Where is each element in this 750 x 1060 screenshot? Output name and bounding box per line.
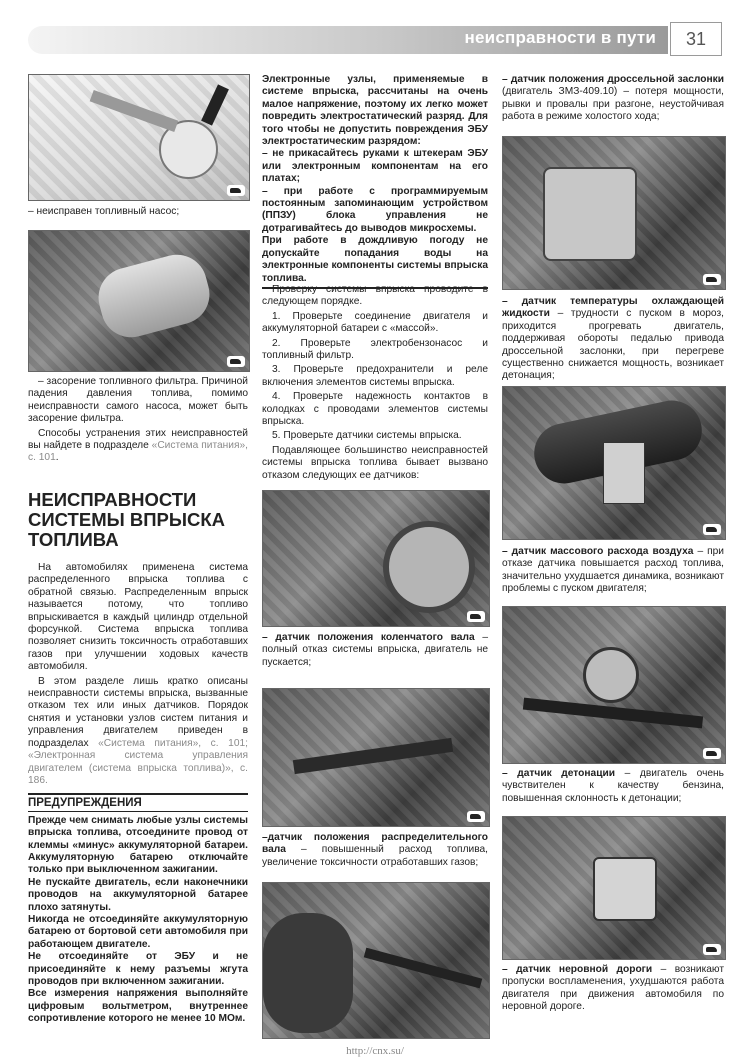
intro-paragraph: На автомобилях применена система распределенного впрыска топлива с обратной связью. Распределенным впрыск называется потому, что топливо впрыскивается в каждый цилиндр отдельной форсункой. Система впрыска топлива позволяет снизить токсичность отработавших газов при улучшении ходовых качеств автомобиля. [28, 562, 248, 673]
crankshaft-caption [262, 632, 488, 669]
rough-road-caption [502, 964, 724, 1014]
rough-road-sensor-label: – датчик неровной дороги [502, 964, 653, 975]
throttle-caption [502, 74, 724, 124]
warning-item: Никогда не отсоединяйте аккумуляторную батарею от бортовой сети автомобиля при работающем двигателе. [28, 913, 248, 950]
knock-sensor-photo [502, 606, 726, 764]
car-icon [703, 524, 721, 535]
ecu-warning-text: – при работе с программируемым постоянным запоминающим устройством (ППЗУ) блока управления не дотрагивайтесь до выводов микросхемы. [262, 185, 488, 234]
section-title: НЕИСПРАВНОСТИ СИСТЕМЫ ВПРЫСКА ТОПЛИВА [28, 489, 225, 550]
crankshaft-sensor-label: – датчик положения коленчатого вала [262, 632, 475, 643]
coolant-sensor-label: – датчик температуры охлаждающей жидкости [502, 296, 724, 320]
car-icon [227, 356, 245, 367]
rough-road-sensor-photo [502, 816, 726, 960]
column-1-text [28, 376, 248, 467]
ways-paragraph [28, 428, 248, 465]
camshaft-sensor-text: – повышенный расход топлива, увеличение токсичности отработавших газов; [262, 844, 488, 868]
car-icon [703, 748, 721, 759]
injection-section [28, 490, 248, 1026]
warning-item: Не пускайте двигатель, если наконечники проводов на аккумуляторной батарее плохо затянуты. [28, 876, 248, 913]
ecu-warning-text: При работе в дождливую погоду не допускайте попадания воды на электронные компоненты системы впрыска топлива. [262, 235, 488, 284]
knock-sensor-text: – двигатель очень чувствителен к качеству бензина, повышенная склонность к детонации; [502, 768, 724, 804]
warnings-title: ПРЕДУПРЕЖДЕНИЯ [28, 793, 248, 811]
crankshaft-sensor-photo [262, 490, 490, 627]
ways-link[interactable]: «Система питания», с. 101 [28, 440, 249, 464]
throttle-sensor-text: (двигатель ЗМЗ-409.10) – потеря мощности, рывки и провалы при разгоне, неустойчивая работа в режиме холостого хода; [502, 86, 724, 123]
throttle-sensor-photo [502, 136, 726, 290]
check-step: 5. Проверьте датчики системы впрыска. [272, 430, 462, 442]
engine-detail-photo [262, 882, 490, 1039]
car-icon [703, 944, 721, 955]
check-step: 4. Проверьте надежность контактов в колодках с проводами элементов системы впрыска. [262, 391, 488, 428]
ecu-warning-text: Электронные узлы, применяемые в системе впрыска, рассчитаны на очень малое напряжение, поэтому их легко может повредить электростатический разряд. Для того чтобы не допустить повреждения ЭБУ электростатическим разрядом: [262, 74, 488, 148]
maf-sensor-photo [502, 386, 726, 540]
filter-caption: – засорение топливного фильтра. Причиной падения давления топлива, помимо неисправности самого насоса, может быть засорение фильтра. [28, 376, 248, 425]
fuel-pump-caption: – неисправен топливный насос; [28, 206, 180, 217]
car-icon [467, 811, 485, 822]
check-procedure [262, 284, 488, 484]
fuel-pump-photo [28, 74, 250, 201]
ecu-warning-box [262, 74, 488, 289]
ecu-warning-text: – не прикасайтесь руками к штекерам ЭБУ или электронным компонентам на его платах; [262, 148, 488, 185]
ways-end: . [55, 452, 59, 464]
check-step: 2. Проверьте электробензонасос и топливный фильтр. [262, 337, 488, 362]
header-title: неисправности в пути [464, 28, 656, 47]
car-icon [467, 611, 485, 622]
fuel-filter-photo [28, 230, 250, 372]
maf-caption [502, 546, 724, 596]
warning-item: Все измерения напряжения выполняйте цифровым вольтметром, внутреннее сопротивление которого не менее 10 МОм. [28, 988, 248, 1025]
this-section-link[interactable]: «Система питания», с. 101; «Электронная система управления двигателем (система впрыска топлива)», с. 186. [28, 737, 248, 786]
warning-item: Прежде чем снимать любые узлы системы впрыска топлива, отсоедините провод от клеммы «минус» аккумуляторной батареи. Аккумуляторную батарею отключайте только при выключенном зажигании. [28, 814, 248, 876]
car-icon [703, 274, 721, 285]
warnings-list [28, 815, 248, 1026]
sensors-intro: Подавляющее большинство неисправностей системы впрыска топлива бывает вызвано отказом следующих ее датчиков: [262, 444, 488, 481]
page-header [28, 22, 722, 56]
check-step: 3. Проверьте предохранители и реле включения элементов системы впрыска. [262, 364, 488, 388]
knock-caption [502, 768, 724, 805]
maf-sensor-label: – датчик массового расхода воздуха [502, 546, 694, 557]
coolant-caption [502, 296, 724, 383]
knock-sensor-label: – датчик детонации [502, 768, 615, 779]
coolant-sensor-text: – трудности с пуском в мороз, приходится прогревать двигатель, поддерживая обороты педалью привода дроссельной заслонки, при перегреве существенно снижается мощность, возникает детонация; [502, 308, 724, 382]
rough-road-sensor-text: – возникают пропуски воспламенения, ухудшаются работа двигателя при движения автомобиля по неровной дороге. [502, 964, 724, 1013]
throttle-sensor-label: – датчик положения дроссельной заслонки [502, 74, 724, 85]
page-number: 31 [670, 22, 722, 56]
car-icon [227, 185, 245, 196]
camshaft-caption [262, 832, 488, 869]
camshaft-sensor-label: –датчик положения распределительного вала [262, 832, 488, 856]
ways-text: Способы устранения этих неисправностей вы найдете в подразделе [28, 427, 248, 452]
footer-url[interactable]: http://cnx.su/ [346, 1045, 404, 1057]
warning-item: Не отсоединяйте от ЭБУ и не присоединяйте к нему разъемы жгута проводов при включенном зажигании. [28, 951, 248, 987]
camshaft-sensor-photo [262, 688, 490, 827]
crankshaft-sensor-text: – полный отказ системы впрыска, двигатель не пускается; [262, 632, 488, 668]
this-section-paragraph [28, 676, 248, 788]
check-step: 1. Проверьте соединение двигателя и аккумуляторной батареи с «массой». [262, 310, 488, 335]
check-intro: Проверку системы впрыска проводите в следующем порядке. [262, 284, 488, 308]
this-section-text: В этом разделе лишь кратко описаны неисправности системы впрыска, вызванные отказом тех или иных датчиков. Порядок снятия и установки узлов систем питания и управления двигателем приведен в подразделах [28, 675, 248, 749]
maf-sensor-text: – при отказе датчика повышается расход топлива, значительно ухудшается динамика, возникают проблемы с пуском двигателя; [502, 546, 724, 595]
